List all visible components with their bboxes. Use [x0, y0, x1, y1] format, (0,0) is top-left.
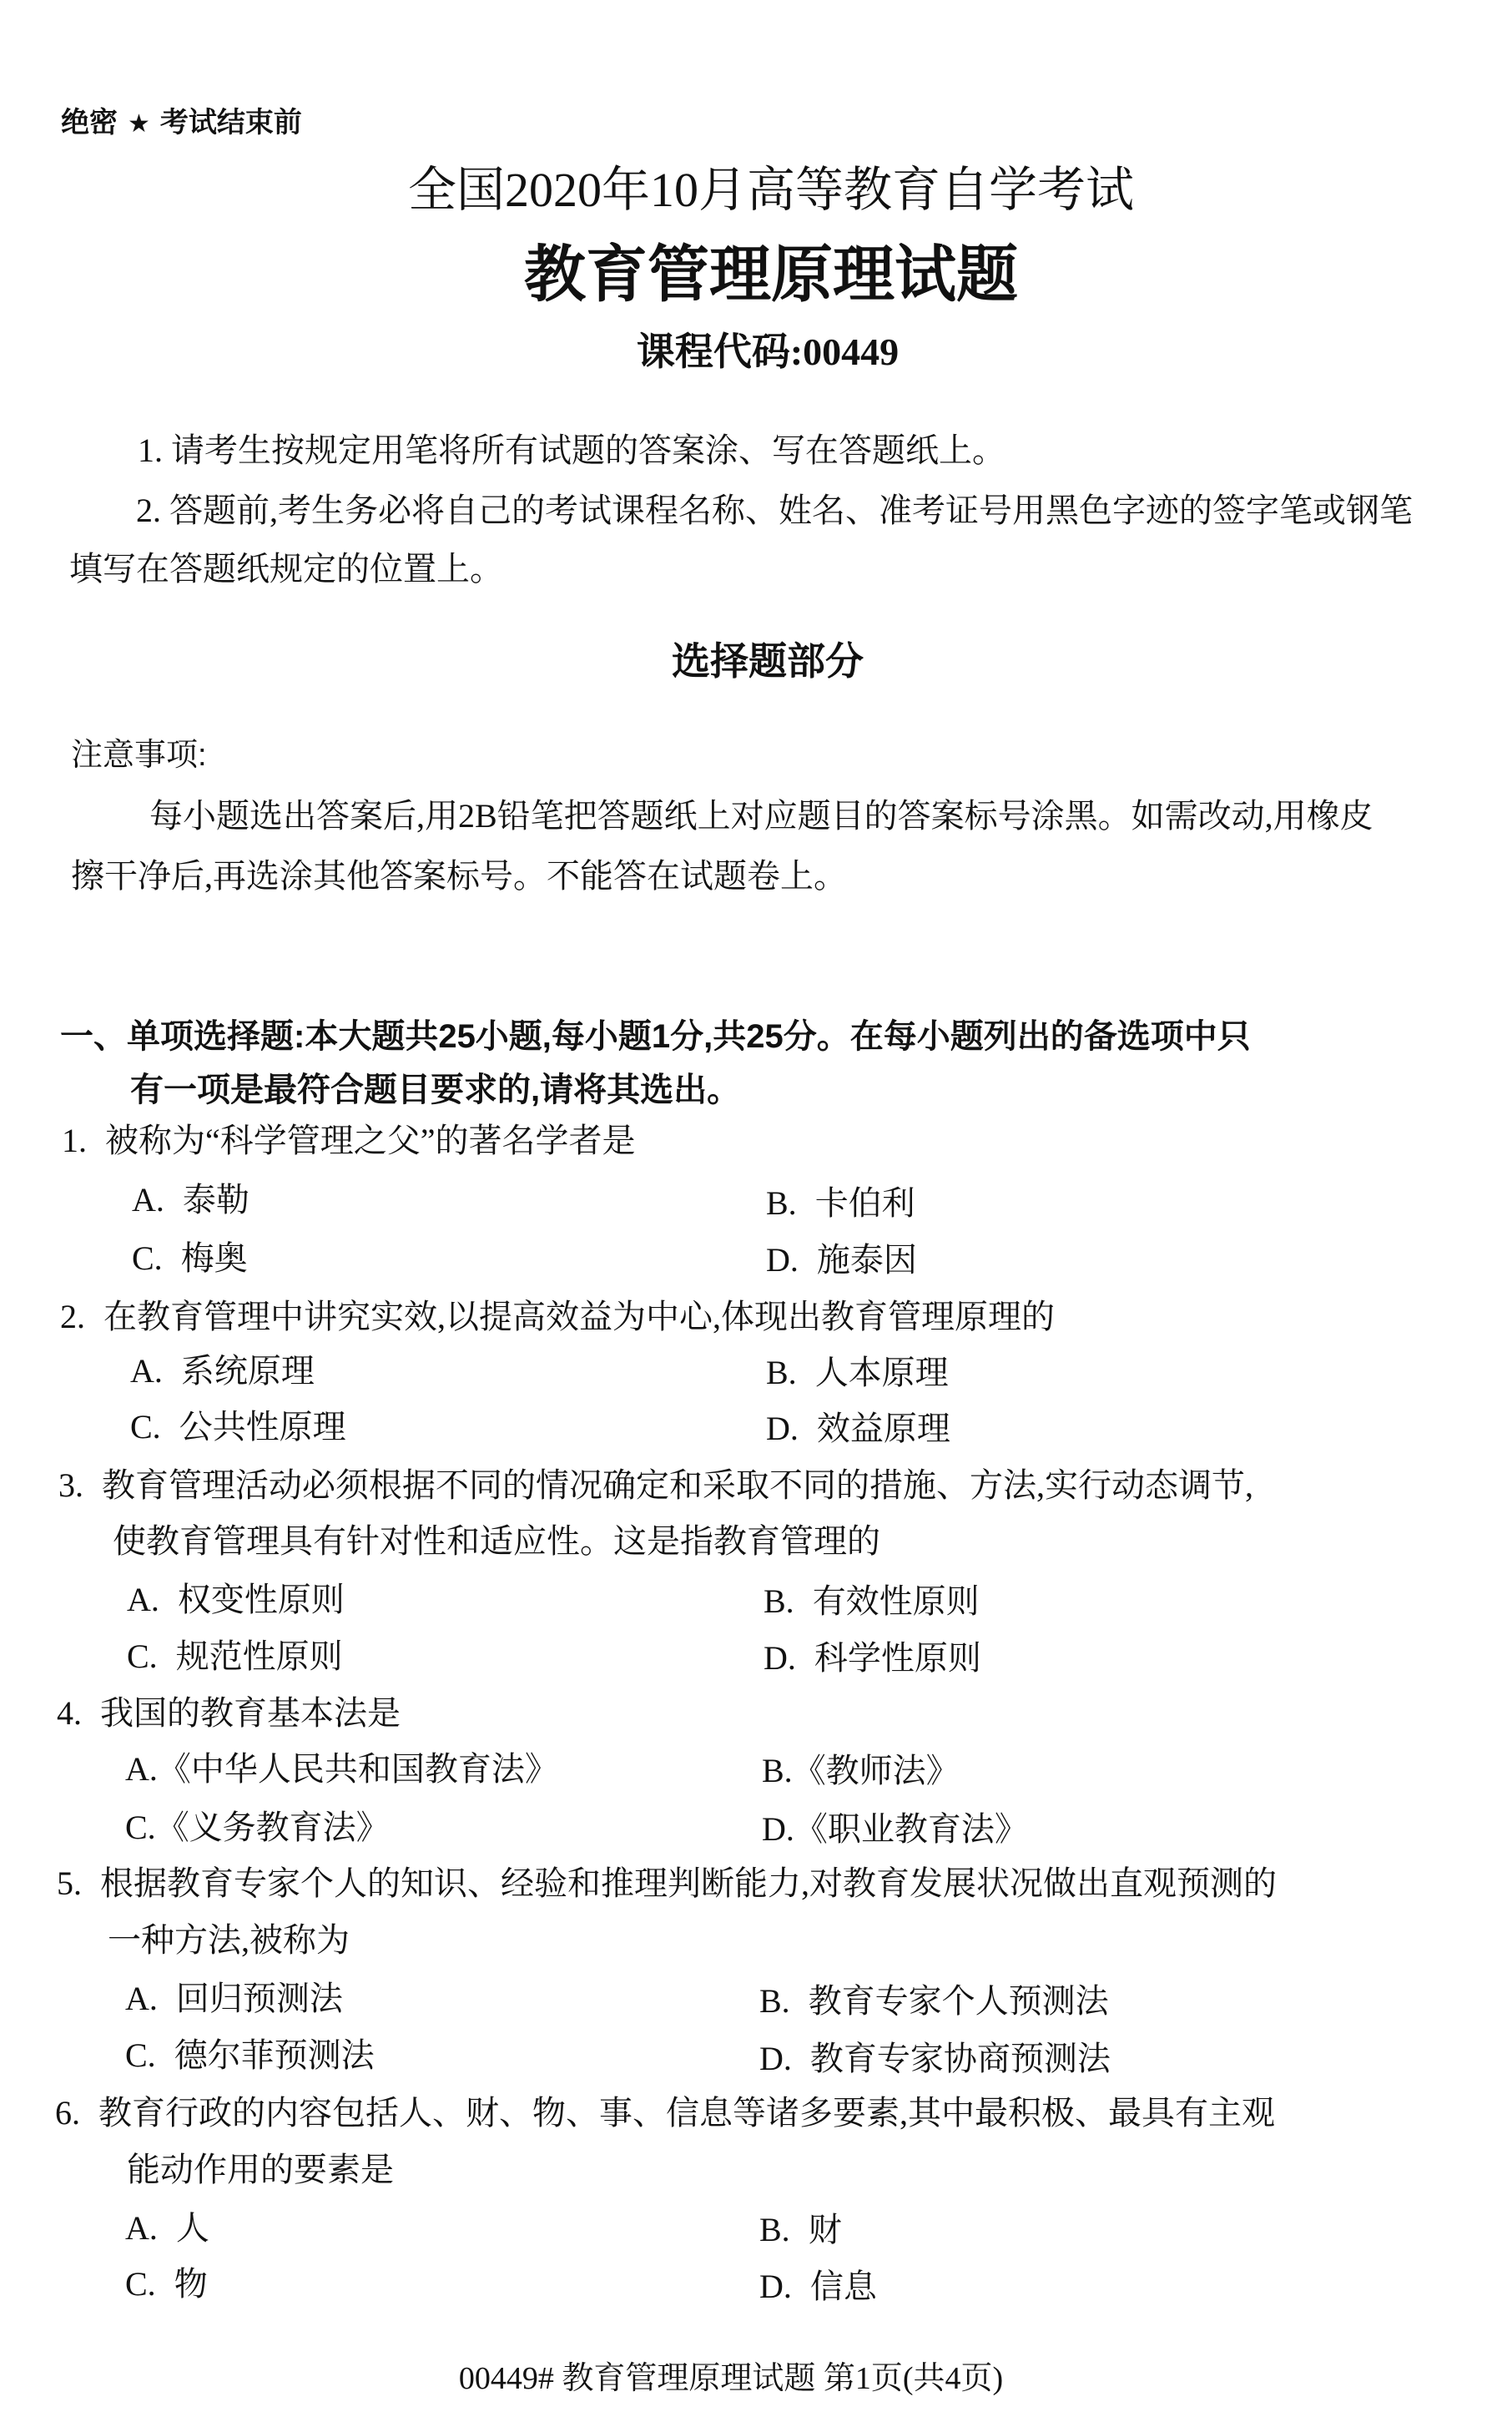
- option-key: D.: [764, 1639, 796, 1677]
- question-number: 3.: [58, 1466, 83, 1504]
- question-number: 6.: [55, 2094, 80, 2132]
- option-c[interactable]: [125, 1811, 390, 1844]
- option-text: 系统原理: [180, 1352, 315, 1390]
- option-key: D.: [762, 1810, 794, 1848]
- option-b[interactable]: [762, 1754, 960, 1788]
- paper-title: 教育管理原理试题: [524, 240, 1018, 309]
- option-text: 财: [808, 2211, 842, 2248]
- option-key: B.: [766, 1184, 797, 1222]
- option-key: A.: [130, 1352, 163, 1390]
- option-b[interactable]: [759, 2213, 842, 2247]
- option-text: 卡伯利: [814, 1184, 915, 1222]
- page-footer: 00449# 教育管理原理试题 第1页(共4页): [458, 2361, 1004, 2396]
- option-key: C.: [132, 1239, 163, 1277]
- option-c[interactable]: [132, 1239, 248, 1277]
- part-title: 选择题部分: [672, 639, 864, 683]
- question-number: 5.: [57, 1864, 82, 1902]
- option-d[interactable]: [762, 1810, 1028, 1848]
- star-icon: ★: [128, 110, 150, 138]
- option-b[interactable]: [766, 1356, 949, 1390]
- question-text: 教育行政的内容包括人、财、物、事、信息等诸多要素,其中最积极、最具有主观: [98, 2094, 1275, 2132]
- option-text: 教育专家个人预测法: [808, 1982, 1109, 2020]
- question-number: 4.: [57, 1694, 82, 1732]
- option-d[interactable]: [759, 2270, 877, 2303]
- option-text: 效益原理: [816, 1410, 950, 1447]
- option-key: B.: [759, 2211, 790, 2248]
- question-6-continued: 能动作用的要素是: [127, 2151, 394, 2188]
- question-text: 教育管理活动必须根据不同的情况确定和采取不同的措施、方法,实行动态调节,: [102, 1466, 1253, 1504]
- question-3: [58, 1466, 1253, 1504]
- section-heading-line-1: 一、单项选择题:本大题共25小题,每小题1分,共25分。在每小题列出的备选项中只: [60, 1018, 1251, 1055]
- option-key: A.: [127, 1581, 159, 1618]
- secret-label: 绝密: [61, 107, 118, 139]
- option-key: A.: [132, 1181, 164, 1219]
- option-key: D.: [759, 2268, 792, 2305]
- option-a[interactable]: [125, 2209, 209, 2247]
- question-1: [62, 1124, 636, 1158]
- option-key: A.: [125, 1980, 158, 2017]
- question-text: 我国的教育基本法是: [100, 1694, 401, 1732]
- option-key: D.: [766, 1410, 799, 1447]
- option-text: 《教师法》: [792, 1752, 960, 1789]
- option-text: 权变性原则: [177, 1581, 345, 1618]
- section-heading-line-2: 有一项是最符合题目要求的,请将其选出。: [130, 1072, 741, 1108]
- course-code: 课程代码:00449: [636, 330, 900, 373]
- option-text: 人本原理: [814, 1354, 949, 1391]
- option-text: 信息: [809, 2268, 877, 2305]
- question-number: 2.: [60, 1298, 85, 1335]
- option-text: 科学性原则: [814, 1639, 981, 1677]
- option-d[interactable]: [766, 1412, 950, 1446]
- option-key: C.: [125, 1809, 156, 1846]
- notes-line-2: 擦干净后,再选涂其他答案标号。不能答在试题卷上。: [71, 857, 847, 895]
- option-b[interactable]: [764, 1582, 980, 1620]
- instruction-1: 1. 请考生按规定用笔将所有试题的答案涂、写在答题纸上。: [138, 431, 1005, 469]
- question-text: 根据教育专家个人的知识、经验和推理判断能力,对教育发展状况做出直观预测的: [100, 1864, 1277, 1902]
- option-key: A.: [125, 1750, 158, 1788]
- option-a[interactable]: [132, 1183, 249, 1217]
- notes-line-1: 每小题选出答案后,用2B铅笔把答题纸上对应题目的答案标号涂黑。如需改动,用橡皮: [149, 797, 1373, 835]
- question-3-continued: 使教育管理具有针对性和适应性。这是指教育管理的: [113, 1522, 880, 1560]
- option-key: C.: [125, 2036, 156, 2074]
- option-text: 物: [174, 2265, 208, 2303]
- secret-suffix: 考试结束前: [159, 107, 302, 139]
- option-b[interactable]: [766, 1184, 915, 1222]
- option-key: A.: [125, 2209, 158, 2247]
- option-text: 人: [175, 2209, 209, 2247]
- option-c[interactable]: [125, 2265, 208, 2303]
- option-a[interactable]: [130, 1352, 315, 1390]
- option-key: B.: [764, 1582, 794, 1620]
- option-text: 梅奥: [180, 1239, 248, 1277]
- option-d[interactable]: [764, 1639, 981, 1677]
- option-key: B.: [766, 1354, 797, 1391]
- option-key: C.: [130, 1408, 161, 1446]
- option-b[interactable]: [759, 1982, 1109, 2020]
- question-4: [57, 1694, 401, 1732]
- exam-title: 全国2020年10月高等教育自学考试: [407, 163, 1134, 217]
- option-text: 公共性原理: [179, 1408, 346, 1446]
- option-c[interactable]: [130, 1410, 346, 1444]
- instruction-2: 2. 答题前,考生务必将自己的考试课程名称、姓名、准考证号用黑色字迹的签字笔或钢笔: [136, 492, 1413, 529]
- option-d[interactable]: [759, 2042, 1111, 2076]
- question-5: [57, 1864, 1277, 1902]
- option-text: 泰勒: [182, 1181, 249, 1219]
- question-text: 被称为“科学管理之父”的著名学者是: [105, 1122, 636, 1159]
- option-a[interactable]: [125, 1982, 343, 2016]
- instruction-2-continued: 填写在答题纸规定的位置上。: [69, 550, 503, 588]
- option-text: 教育专家协商预测法: [809, 2040, 1111, 2077]
- option-key: C.: [125, 2265, 156, 2303]
- question-5-continued: 一种方法,被称为: [108, 1921, 350, 1959]
- question-number: 1.: [62, 1122, 87, 1159]
- notes-label: 注意事项:: [71, 738, 207, 773]
- question-text: 在教育管理中讲究实效,以提高效益为中心,体现出教育管理原理的: [103, 1298, 1055, 1335]
- option-text: 德尔菲预测法: [174, 2036, 375, 2074]
- question-2: [60, 1300, 1055, 1334]
- option-key: D.: [766, 1241, 799, 1279]
- option-key: B.: [759, 1982, 790, 2020]
- option-c[interactable]: [127, 1637, 343, 1675]
- option-text: 规范性原则: [175, 1637, 343, 1675]
- option-text: 《职业教育法》: [794, 1810, 1028, 1848]
- option-text: 《中华人民共和国教育法》: [157, 1750, 558, 1788]
- question-6: [55, 2096, 1275, 2130]
- option-text: 施泰因: [816, 1241, 917, 1279]
- option-text: 回归预测法: [175, 1980, 343, 2017]
- option-a[interactable]: [127, 1583, 345, 1617]
- option-a[interactable]: [125, 1750, 558, 1788]
- option-d[interactable]: [766, 1241, 917, 1279]
- option-text: 《义务教育法》: [155, 1809, 390, 1846]
- option-key: B.: [762, 1752, 793, 1789]
- confidentiality-notice: [61, 108, 302, 137]
- option-key: D.: [759, 2040, 792, 2077]
- option-c[interactable]: [125, 2036, 375, 2074]
- option-text: 有效性原则: [812, 1582, 980, 1620]
- option-key: C.: [127, 1637, 158, 1675]
